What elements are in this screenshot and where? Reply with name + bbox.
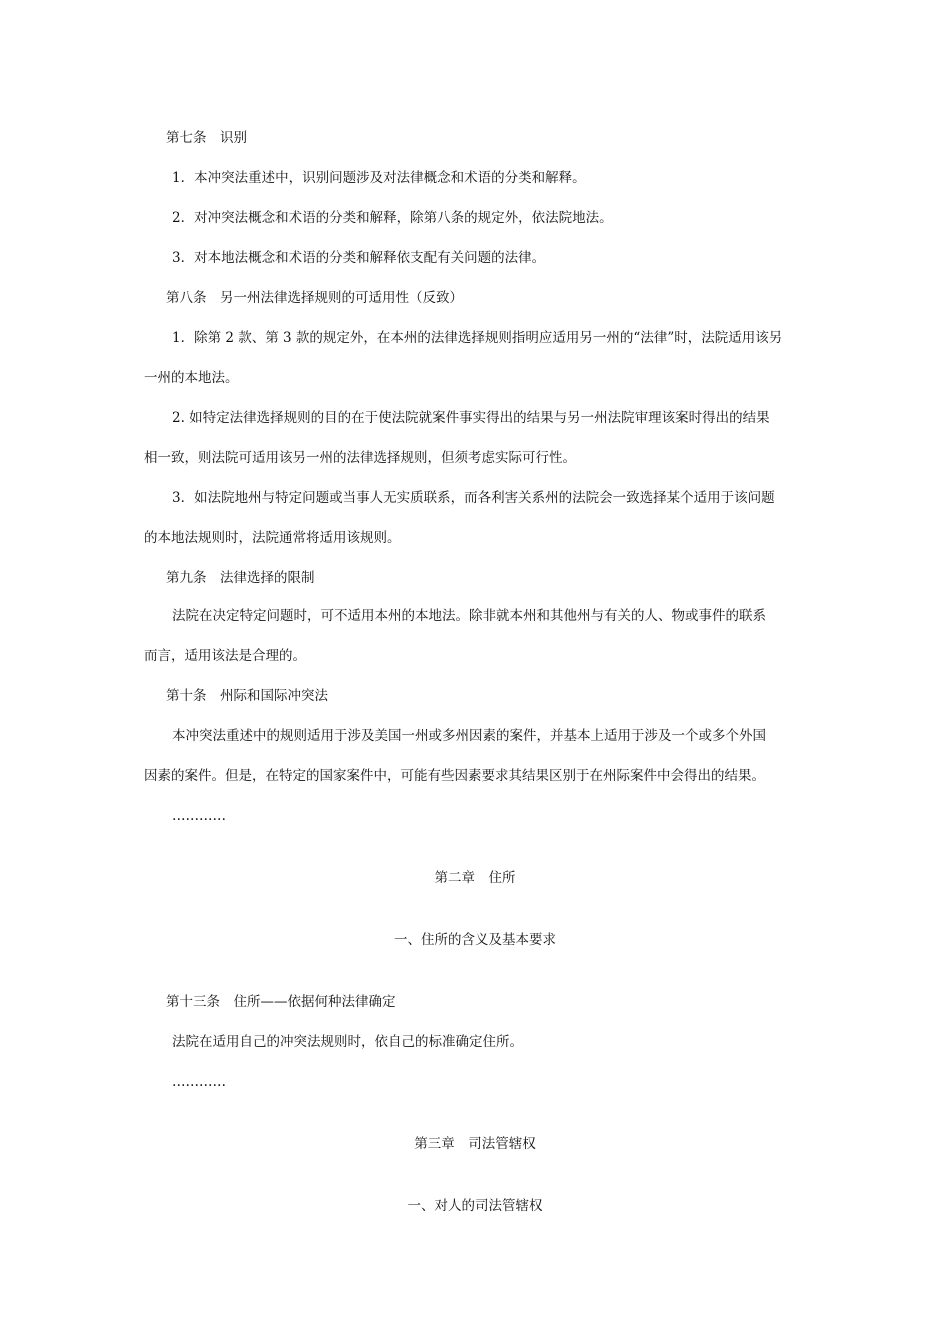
article-7-para-1: 1．本冲突法重述中，识别问题涉及对法律概念和术语的分类和解释。 bbox=[172, 170, 586, 186]
article-8-para-1-line-2: 一州的本地法。 bbox=[144, 370, 239, 386]
article-9-para-line-2: 而言，适用该法是合理的。 bbox=[144, 648, 306, 664]
article-7-heading: 第七条 识别 bbox=[166, 130, 247, 146]
ellipsis: ………… bbox=[172, 1074, 226, 1090]
article-8-para-3-line-2: 的本地法规则时，法院通常将适用该规则。 bbox=[144, 530, 401, 546]
article-8-para-2-line-2: 相一致，则法院可适用该另一州的法律选择规则，但须考虑实际可行性。 bbox=[144, 450, 576, 466]
article-10-para-line-1: 本冲突法重述中的规则适用于涉及美国一州或多州因素的案件，并基本上适用于涉及一个或多个外国 bbox=[172, 728, 766, 744]
chapter-3-title: 第三章 司法管辖权 bbox=[414, 1136, 536, 1152]
article-9-para-line-1: 法院在决定特定问题时，可不适用本州的本地法。除非就本州和其他州与有关的人、物或事件的联系 bbox=[172, 608, 766, 624]
article-8-para-1-line-1: 1．除第 2 款、第 3 款的规定外，在本州的法律选择规则指明应适用另一州的“法律”时，法院适用该另 bbox=[172, 330, 783, 346]
chapter-3-section-1: 一、对人的司法管辖权 bbox=[407, 1198, 543, 1214]
article-7-para-2: 2．对冲突法概念和术语的分类和解释，除第八条的规定外，依法院地法。 bbox=[172, 210, 613, 226]
ellipsis: ………… bbox=[172, 808, 226, 824]
article-8-para-2-line-1: 2. 如特定法律选择规则的目的在于使法院就案件事实得出的结果与另一州法院审理该案时得出的结果 bbox=[172, 410, 770, 426]
chapter-2-section-1: 一、住所的含义及基本要求 bbox=[394, 932, 556, 948]
article-13-heading: 第十三条 住所——依据何种法律确定 bbox=[166, 994, 396, 1010]
article-8-heading: 第八条 另一州法律选择规则的可适用性（反致） bbox=[166, 290, 463, 306]
article-9-heading: 第九条 法律选择的限制 bbox=[166, 570, 315, 586]
article-10-heading: 第十条 州际和国际冲突法 bbox=[166, 688, 328, 704]
chapter-2-title: 第二章 住所 bbox=[434, 870, 516, 886]
article-8-para-3-line-1: 3．如法院地州与特定问题或当事人无实质联系，而各利害关系州的法院会一致选择某个适用于该问题 bbox=[172, 490, 775, 506]
article-13-para: 法院在适用自己的冲突法规则时，依自己的标准确定住所。 bbox=[172, 1034, 523, 1050]
article-10-para-line-2: 因素的案件。但是，在特定的国家案件中，可能有些因素要求其结果区别于在州际案件中会得出的结果。 bbox=[144, 768, 765, 784]
article-7-para-3: 3．对本地法概念和术语的分类和解释依支配有关问题的法律。 bbox=[172, 250, 546, 266]
